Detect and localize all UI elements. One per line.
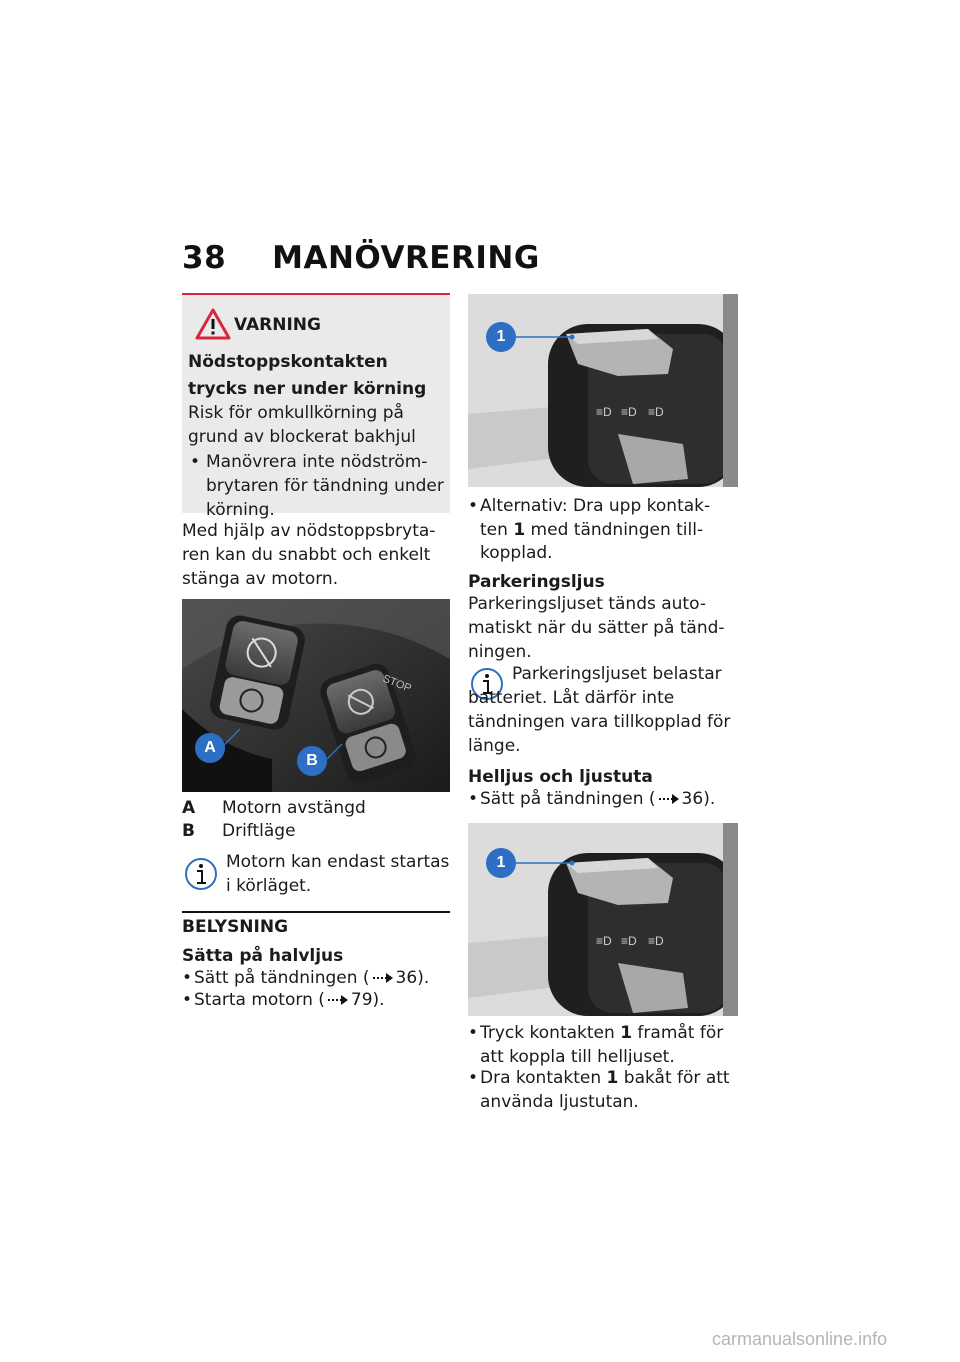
bullet-text: Tryck kontakten [480, 1023, 621, 1043]
bullet-text: Dra kontakten [480, 1068, 607, 1088]
bullet-pull-switch-cont: använda ljustutan. [480, 1092, 639, 1112]
legend-key: B [182, 821, 195, 841]
parking-paragraph: Parkeringsljuset tänds auto-matiskt när du sätter på tänd-ningen. [468, 594, 725, 662]
bullet-text: bakåt för att [618, 1068, 730, 1088]
bullet-dot: • [468, 1023, 479, 1043]
page-number: 38 [182, 240, 227, 276]
warning-heading: Nödstoppskontakten trycks ner under körning [188, 352, 427, 399]
light-switch-photo-1 [468, 294, 738, 487]
bullet-text: Sätt på tändningen ( [194, 968, 370, 988]
section-divider [182, 911, 450, 913]
parking-title: Parkeringsljus [468, 572, 605, 592]
info-note-parking: Parkeringsljuset belastar batteriet. Låt därför inte tändningen vara tillkopplad för länge. [468, 664, 731, 756]
light-switch-illustration [468, 294, 738, 487]
warning-label: VARNING [234, 315, 321, 335]
info-icon [184, 856, 218, 892]
svg-text:≡D: ≡D [648, 405, 664, 419]
warning-risk: Risk för omkullkörning på grund av blockerat bakhjul [188, 403, 416, 447]
bullet-text: Alternativ: Dra upp kontak- [480, 496, 711, 516]
bullet-dot: • [468, 789, 479, 809]
switch-ref: 1 [513, 520, 526, 540]
legend-value: Motorn avstängd [222, 798, 366, 818]
legend-value: Driftläge [222, 821, 296, 841]
bullet-text: ). [703, 789, 716, 809]
bullet-alternative [468, 495, 738, 518]
bullet-pull-switch [468, 1067, 738, 1090]
page-ref-arrow-icon [658, 793, 680, 805]
page-header [182, 240, 540, 276]
stop-text: STOP [380, 672, 413, 695]
legend-key: A [182, 798, 196, 818]
light-switch-photo-2 [468, 823, 738, 1016]
callout-1: 1 [486, 848, 516, 878]
page-ref[interactable]: 79 [350, 990, 373, 1010]
bullet-dot: • [182, 990, 193, 1010]
info-note-motor: Motorn kan endast startas i körläget. [226, 852, 450, 896]
bullet-alternative-cont [480, 518, 740, 542]
bullet-highbeam-ignition [468, 788, 738, 811]
switch-ref: 1 [620, 1023, 633, 1043]
section-belysning-title: BELYSNING [182, 917, 289, 937]
bullet-text: Starta motorn ( [194, 990, 325, 1010]
callout-a: A [195, 733, 225, 763]
page-ref-arrow-icon [372, 972, 394, 984]
bullet-alternative-end: kopplad. [480, 543, 553, 563]
warning-bullet [188, 450, 446, 522]
bullet-text: ). [417, 968, 430, 988]
svg-text:≡D: ≡D [621, 405, 637, 419]
svg-text:≡D: ≡D [648, 934, 664, 948]
page-ref[interactable]: 36 [681, 789, 704, 809]
bullet-dot: • [468, 496, 479, 516]
svg-text:≡D: ≡D [596, 405, 612, 419]
legend-row-b [182, 820, 450, 843]
svg-text:≡D: ≡D [596, 934, 612, 948]
switch-ref: 1 [606, 1068, 619, 1088]
watermark: carmanualsonline.info [712, 1329, 888, 1349]
bullet-start-engine [182, 989, 452, 1012]
bullet-dot: • [182, 968, 193, 988]
page-ref-arrow-icon [327, 994, 349, 1006]
page-ref[interactable]: 36 [395, 968, 418, 988]
highbeam-title: Helljus och ljustuta [468, 767, 653, 787]
intro-paragraph: Med hjälp av nödstoppsbryta-ren kan du snabbt och enkelt stänga av motorn. [182, 521, 436, 589]
bullet-text: med tändningen till- [525, 520, 704, 540]
bullet-text: ). [372, 990, 385, 1010]
warning-bullet-text: Manövrera inte nödström-brytaren för tändning under körning. [206, 452, 444, 520]
legend-row-a [182, 797, 450, 820]
subsection-halvljus-title: Sätta på halvljus [182, 946, 344, 966]
callout-1: 1 [486, 322, 516, 352]
bullet-ignition [182, 967, 452, 990]
warning-box [182, 293, 450, 520]
bullet-text: ten [480, 520, 514, 540]
bullet-push-switch [468, 1022, 738, 1045]
bullet-dot: • [190, 452, 201, 472]
warning-triangle-icon [194, 307, 232, 341]
bullet-dot: • [468, 1068, 479, 1088]
kill-switch-photo [182, 599, 450, 792]
svg-text:≡D: ≡D [621, 934, 637, 948]
bullet-text: framåt för [632, 1023, 724, 1043]
bullet-text: Sätt på tändningen ( [480, 789, 656, 809]
callout-b: B [297, 746, 327, 776]
section-title: MANÖVRERING [272, 240, 540, 276]
bullet-push-switch-cont: att koppla till helljuset. [480, 1047, 675, 1067]
